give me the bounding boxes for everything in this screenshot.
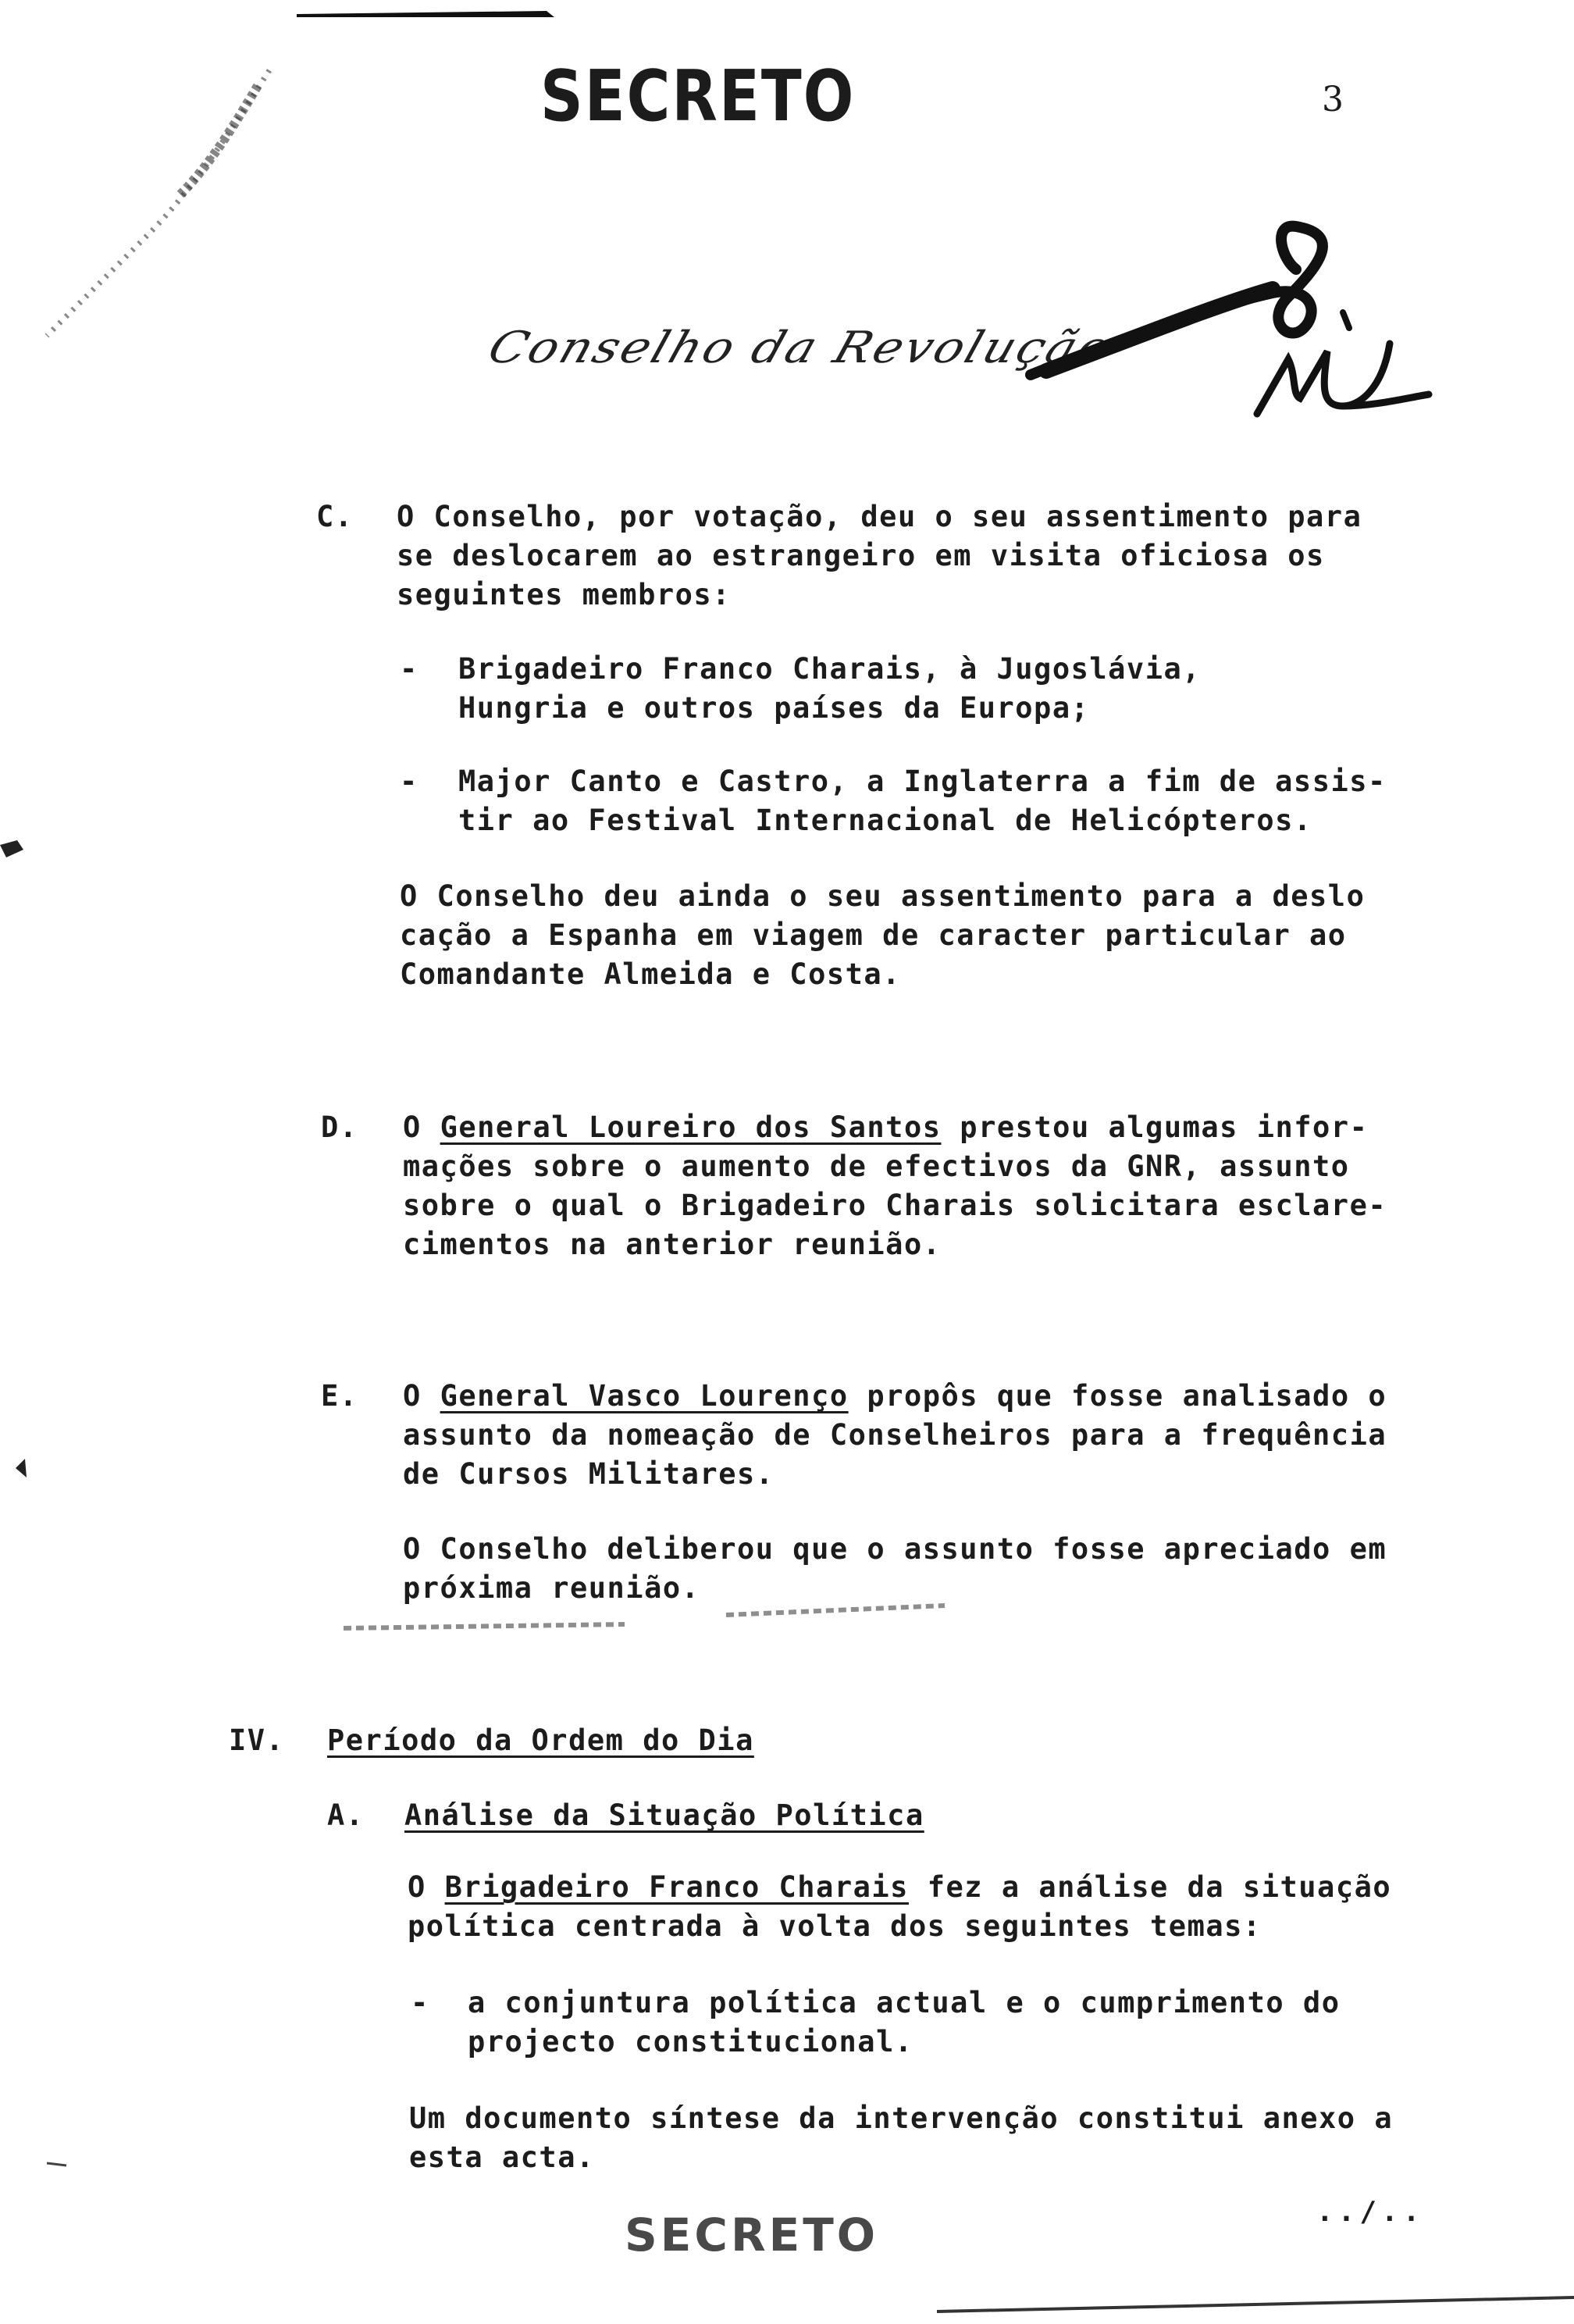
section-c-item-2-line-1: Major Canto e Castro, a Inglaterra a fim de assis- (458, 765, 1387, 798)
brigadeiro-franco-charais: Brigadeiro Franco Charais (444, 1870, 909, 1904)
section-c-item-2-line-2: tir ao Festival Internacional de Helicópteros. (458, 804, 1312, 837)
section-d-label: D. (321, 1110, 358, 1144)
signature-image (1015, 211, 1421, 430)
section-iv-a-item-dash: - (411, 1986, 429, 2019)
section-d-line-2: mações sobre o aumento de efectivos da GNR, assunto (403, 1150, 1350, 1183)
section-iv-a-p2-line-1: Um documento síntese da intervenção constitui anexo a (409, 2101, 1394, 2135)
secreto-stamp-footer: SECRETO (625, 2208, 879, 2262)
section-iv-a-paragraph-1 (408, 1868, 1391, 1946)
section-iv-a-line-1 (408, 1868, 1391, 1907)
section-iv-a-item-line-2: projecto constitucional. (468, 2025, 913, 2058)
section-e-line-2: assunto da nomeação de Conselheiros para a frequência (403, 1418, 1387, 1452)
section-iv-a-item (468, 1984, 1340, 2062)
section-c-p2-line-3: Comandante Almeida e Costa. (400, 957, 901, 991)
section-iv-a-line-1-post: fez a análise da situação (908, 1870, 1392, 1904)
section-iv-title: Período da Ordem do Dia (327, 1723, 754, 1757)
section-iv-a-label: A. (327, 1798, 365, 1832)
section-iv-a-item-line-1: a conjuntura política actual e o cumprimento do (468, 1986, 1341, 2019)
section-e-line-1 (403, 1377, 1387, 1416)
section-c-item-1 (458, 650, 1201, 728)
section-c-paragraph-2 (400, 877, 1365, 994)
section-d-line-4: cimentos na anterior reunião. (403, 1228, 942, 1261)
section-c-p1-line-1: O Conselho, por votação, deu o seu assentimento para (397, 500, 1362, 533)
section-c-paragraph-1 (397, 497, 1362, 615)
section-iv-a-paragraph-2 (409, 2099, 1393, 2177)
section-iv-a-line-1-pre: O (408, 1870, 445, 1904)
section-e-p2-line-2: próxima reunião. (403, 1571, 700, 1605)
section-e-p2-line-1: O Conselho deliberou que o assunto fosse apreciado em (403, 1532, 1387, 1566)
general-vasco-lourenco: General Vasco Lourenço (440, 1379, 849, 1413)
section-iv-a-title-wrap (404, 1796, 924, 1835)
section-iv-a-title: Análise da Situação Política (404, 1798, 924, 1832)
section-c-p1-line-2: se deslocarem ao estrangeiro em visita oficiosa os (397, 539, 1325, 572)
section-e-paragraph-2 (403, 1530, 1387, 1608)
section-iv-title-wrap (327, 1721, 754, 1760)
section-c-item-1-line-1: Brigadeiro Franco Charais, à Jugoslávia, (458, 652, 1202, 686)
secreto-stamp-header: SECRETO (540, 55, 856, 137)
section-iv-label: IV. (229, 1723, 285, 1757)
section-e-line-1-post: propôs que fosse analisado o (848, 1379, 1387, 1413)
section-e-paragraph-1 (403, 1377, 1387, 1494)
letterhead-script: Conselho da Revolução (482, 321, 1119, 373)
section-iv-a-line-2: política centrada à volta dos seguintes temas: (408, 1909, 1262, 1943)
section-c-p1-line-3: seguintes membros: (397, 578, 731, 611)
section-e-label: E. (321, 1379, 358, 1413)
section-c-item-2 (458, 762, 1387, 840)
section-d-line-1-post: prestou algumas infor- (941, 1110, 1369, 1144)
section-c-item-1-line-2: Hungria e outros países da Europa; (458, 691, 1090, 725)
section-d-line-1 (403, 1108, 1387, 1147)
section-c-item-2-dash: - (400, 765, 418, 798)
section-e-line-1-pre: O (403, 1379, 440, 1413)
continuation-mark: ../.. (1316, 2196, 1425, 2228)
section-d-paragraph (403, 1108, 1387, 1264)
section-d-line-3: sobre o qual o Brigadeiro Charais solicitara esclare- (403, 1189, 1387, 1222)
section-c-p2-line-1: O Conselho deu ainda o seu assentimento para a deslo (400, 879, 1366, 913)
section-iv-a-p2-line-2: esta acta. (409, 2140, 595, 2174)
section-c-p2-line-2: cação a Espanha em viagem de caracter particular ao (400, 918, 1347, 952)
section-e-line-3: de Cursos Militares. (403, 1457, 775, 1491)
section-c-label: C. (316, 500, 354, 533)
general-loureiro-dos-santos: General Loureiro dos Santos (440, 1110, 942, 1144)
section-d-line-1-pre: O (403, 1110, 440, 1144)
section-c-item-1-dash: - (400, 652, 418, 686)
page-number: 3 (1322, 80, 1344, 119)
